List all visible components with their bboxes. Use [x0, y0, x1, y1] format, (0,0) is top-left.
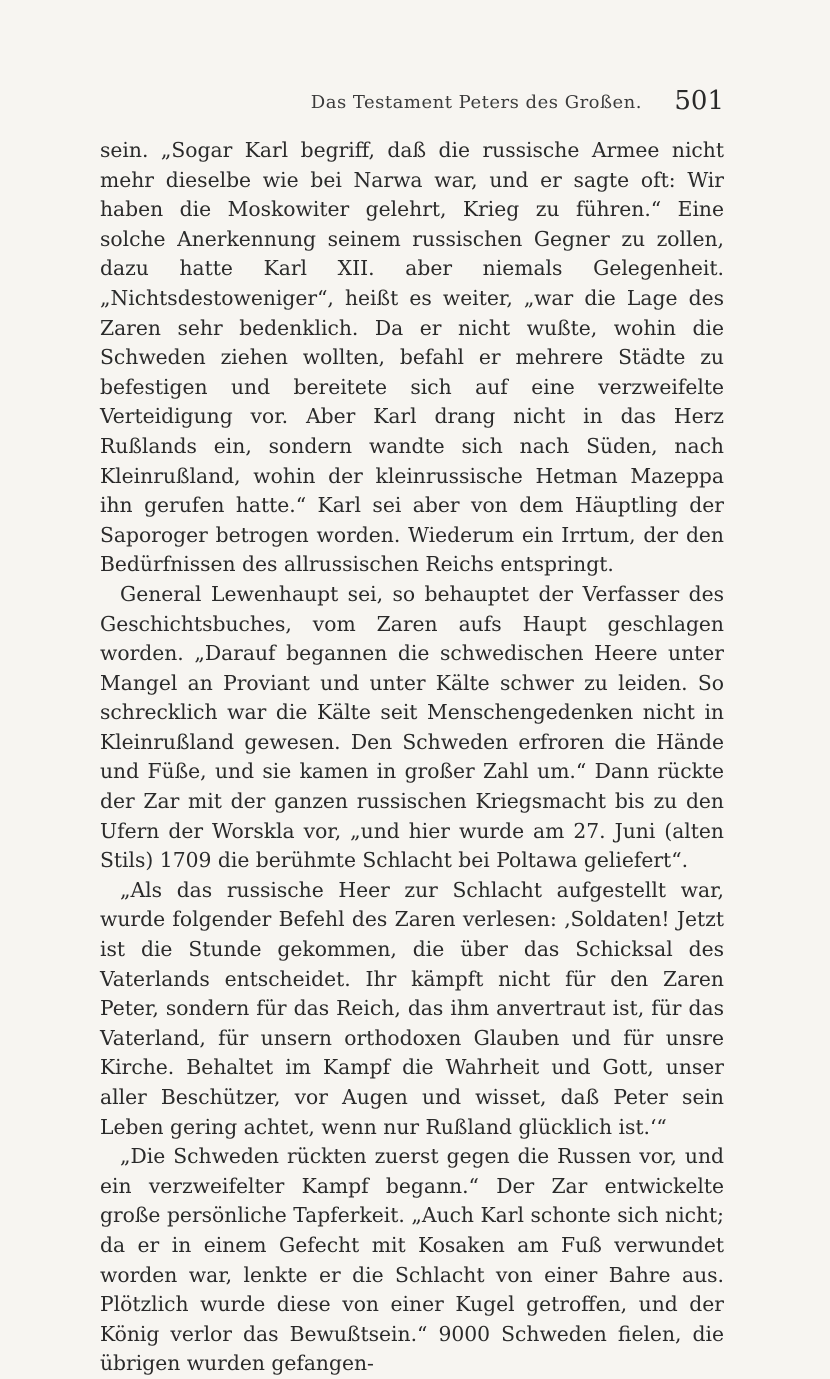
paragraph-3: „Als das russische Heer zur Schlacht aufgestellt war, wurde folgender Befehl des Zaren verlesen: ‚Soldaten! Jetzt ist die Stunde gekommen, die über das Schicksal des Vaterlands entscheidet. Ihr kämpft nicht für den Zaren Peter, sondern für das Reich, das ihm anvertraut ist, für das Vaterland, für unsern orthodoxen Glauben und für unsre Kirche. Behaltet im Kampf die Wahrheit und Gott, unser aller Beschützer, vor Augen und wisset, daß Peter sein Leben gering achtet, wenn nur Rußland glücklich ist.‘“	[100, 877, 724, 1139]
paragraph-2: General Lewenhaupt sei, so behauptet der Verfasser des Geschichtsbuches, vom Zaren aufs Haupt geschlagen worden. „Darauf begannen die schwedischen Heere unter Mangel an Proviant und unter Kälte schwer zu leiden. So schrecklich war die Kälte seit Menschengedenken nicht in Kleinrußland gewesen. Den Schweden erfroren die Hände und Füße, und sie kamen in großer Zahl um.“ Dann rückte der Zar mit der ganzen russischen Kriegsmacht bis zu den Ufern der Worskla vor, „und hier wurde am 27. Juni (alten Stils) 1709 die berühmte Schlacht bei Poltawa geliefert“.	[100, 581, 724, 873]
page-number: 501	[674, 86, 724, 116]
paragraph-4: „Die Schweden rückten zuerst gegen die Russen vor, und ein verzweifelter Kampf begann.“ Der Zar entwickelte große persönliche Tapferkeit. „Auch Karl schonte sich nicht; da er in einem Gefecht mit Kosaken am Fuß verwundet worden war, lenkte er die Schlacht von einer Bahre aus. Plötzlich wurde diese von einer Kugel getroffen, und der König verlor das Bewußtsein.“ 9000 Schweden fielen, die übrigen wurden gefangen-	[100, 1144, 724, 1376]
body-text	[100, 136, 724, 1379]
paragraph-1: sein. „Sogar Karl begriff, daß die russische Armee nicht mehr dieselbe wie bei Narwa war, und er sagte oft: Wir haben die Moskowiter gelehrt, Krieg zu führen.“ Eine solche Anerkennung seinem russischen Gegner zu zollen, dazu hatte Karl XII. aber niemals Gelegenheit. „Nichtsdestoweniger“, heißt es weiter, „war die Lage des Zaren sehr bedenklich. Da er nicht wußte, wohin die Schweden ziehen wollten, befahl er mehrere Städte zu befestigen und bereitete sich auf eine verzweifelte Verteidigung vor. Aber Karl drang nicht in das Herz Rußlands ein, sondern wandte sich nach Süden, nach Kleinrußland, wohin der kleinrussische Hetman Mazeppa ihn gerufen hatte.“ Karl sei aber von dem Häuptling der Saporoger betrogen worden. Wiederum ein Irrtum, der den Bedürfnissen des allrussischen Reichs entspringt.	[100, 138, 724, 577]
running-title: Das Testament Peters des Großen.	[310, 92, 642, 113]
page-header	[100, 86, 724, 126]
